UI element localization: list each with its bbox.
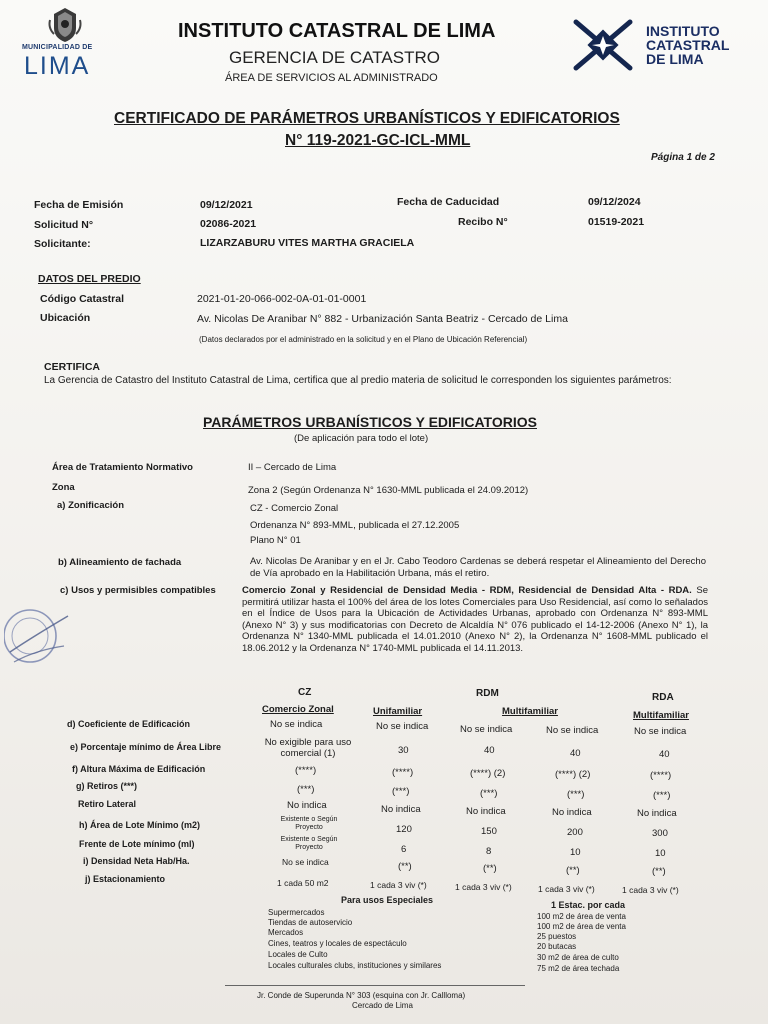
row-label-area-libre: e) Porcentaje mínimo de Área Libre: [70, 742, 222, 752]
cell-densidad-unif: (**): [398, 861, 412, 872]
zonificacion-line-1: CZ - Comercio Zonal: [250, 503, 339, 514]
cell-lote-min-unif: 120: [396, 824, 412, 835]
cell-retiros-rda: (***): [653, 790, 671, 801]
ubicacion-label: Ubicación: [40, 312, 91, 324]
cell-coef-unif: No se indica: [376, 721, 429, 732]
ubicacion-value: Av. Nicolas De Aranibar N° 882 - Urbanización Santa Beatriz - Cercado de Lima: [197, 313, 568, 325]
usos-block: [242, 585, 708, 654]
col-header-multifamiliar-rda: Multifamiliar: [633, 710, 689, 721]
cell-frente-min-unif: 6: [401, 844, 407, 855]
especial-estac-4: 20 butacas: [537, 942, 577, 951]
cell-estac-rdm-2: 1 cada 3 viv (*): [538, 884, 595, 894]
cell-densidad-rdm-1: (**): [483, 863, 497, 874]
fecha-emision-label: Fecha de Emisión: [34, 199, 124, 211]
solicitud-value: 02086-2021: [200, 218, 257, 230]
cell-lote-min-cz: Existente o Según Proyecto: [280, 816, 338, 831]
especiales-heading: Para usos Especiales: [341, 895, 434, 905]
cell-densidad-rdm-2: (**): [566, 865, 580, 876]
fecha-caducidad-label: Fecha de Caducidad: [397, 196, 500, 208]
institute-area: ÁREA DE SERVICIOS AL ADMINISTRADO: [225, 72, 438, 84]
cell-estac-unif: 1 cada 3 viv (*): [370, 880, 427, 890]
predio-heading: DATOS DEL PREDIO: [38, 273, 141, 285]
especial-uso-6: Locales culturales clubs, instituciones y similares: [268, 961, 442, 970]
cell-retiros-unif: (***): [392, 786, 410, 797]
especial-estac-3: 25 puestos: [537, 932, 577, 941]
municipality-name: LIMA: [24, 52, 91, 80]
certifica-heading: CERTIFICA: [44, 361, 100, 373]
area-label: Área de Tratamiento Normativo: [52, 462, 193, 473]
footer-address: Jr. Conde de Superunda N° 303 (esquina con Jr. Callloma): [257, 991, 466, 1000]
cell-retiro-lat-rda: No indica: [637, 808, 677, 819]
cell-estac-rda: 1 cada 3 viv (*): [622, 885, 679, 895]
row-label-altura: f) Altura Máxima de Edificación: [72, 764, 206, 774]
fecha-emision-value: 09/12/2021: [200, 199, 253, 211]
group-rda: RDA: [652, 692, 674, 703]
especial-uso-5: Locales de Culto: [268, 950, 328, 959]
cell-lote-min-rdm-2: 200: [567, 827, 583, 838]
group-rdm: RDM: [476, 688, 499, 699]
icl-name: [646, 24, 729, 66]
cell-estac-cz: 1 cada 50 m2: [277, 878, 329, 888]
cell-area-libre-cz: No exigible para uso comercial (1): [264, 737, 352, 759]
fecha-caducidad-value: 09/12/2024: [588, 196, 641, 208]
zonificacion-line-3: Plano N° 01: [250, 535, 301, 546]
usos-label: c) Usos y permisibles compatibles: [60, 585, 216, 596]
codigo-value: 2021-01-20-066-002-0A-01-01-0001: [197, 293, 367, 305]
especial-uso-3: Mercados: [268, 928, 304, 937]
certifica-text: La Gerencia de Catastro del Instituto Catastral de Lima, certifica que al predio materia de solicitud le corresponden los siguientes parámetros:: [44, 375, 672, 386]
cell-retiro-lat-cz: No indica: [287, 800, 327, 811]
cell-lote-min-rda: 300: [652, 828, 668, 839]
predio-note: (Datos declarados por el administrado en la solicitud y en el Plano de Ubicación Referencial): [199, 335, 528, 344]
cell-area-libre-rda: 40: [659, 749, 670, 760]
cell-retiro-lat-rdm-1: No indica: [466, 806, 506, 817]
solicitante-label: Solicitante:: [34, 238, 91, 250]
icl-line-2: CATASTRAL: [646, 37, 730, 53]
recibo-value: 01519-2021: [588, 216, 645, 228]
cell-frente-min-rdm-2: 10: [570, 847, 581, 858]
especial-uso-2: Tiendas de autoservicio: [268, 918, 353, 927]
footer-city: Cercado de Lima: [352, 1001, 413, 1010]
icl-logo-icon: [568, 14, 638, 76]
cell-area-libre-rdm-1: 40: [484, 745, 495, 756]
especiales-heading-right: 1 Estac. por cada: [551, 900, 626, 910]
cell-area-libre-rdm-2: 40: [570, 748, 581, 759]
cell-retiros-rdm-2: (***): [567, 789, 585, 800]
area-value: II – Cercado de Lima: [248, 462, 337, 473]
row-label-estacionamiento: j) Estacionamiento: [85, 874, 166, 884]
cell-coef-rda: No se indica: [634, 726, 687, 737]
zona-value: Zona 2 (Según Ordenanza N° 1630-MML publicada el 24.09.2012): [248, 485, 529, 496]
alineamiento-text: Av. Nicolas De Aranibar y en el Jr. Cabo Teodoro Cardenas se deberá respetar el Alineamiento del Derecho de Vía aprobado en la Habilitación Urbana, más el retiro.: [250, 556, 706, 579]
row-label-lote-minimo: h) Área de Lote Mínimo (m2): [79, 820, 201, 830]
usos-text: Se permitirá utilizar hasta el 100% del área de los lotes Comerciales para Uso Residencial, así como lo señalados en el Índice de Usos para la Ubicación de Actividades Urbanas, aprobado con Ordenanza N° 893-MML (Anexo N° 3) y sus modificatorias con Decreto de Alcaldía N° 076 publicado el 14-12-2006 (Anexo N° 1), la Ordenanza N° 1340-MML publicada el 14.01.2010 (Anexo N° 2), la Ordenanza N° 1608-MML publicado el 18.06.2012 y la Ordenanza N° 1740-MML publicada el 14.11.2013.: [242, 585, 708, 654]
especial-estac-6: 75 m2 de área techada: [537, 964, 620, 973]
cell-densidad-cz: No se indica: [282, 857, 329, 867]
col-header-multifamiliar-rdm: Multifamiliar: [502, 706, 558, 717]
group-cz: CZ: [298, 687, 312, 698]
cell-estac-rdm-1: 1 cada 3 viv (*): [455, 882, 512, 892]
recibo-label: Recibo N°: [458, 216, 508, 228]
alineamiento-label: b) Alineamiento de fachada: [58, 557, 182, 568]
especial-uso-4: Cines, teatros y locales de espectáculo: [268, 939, 407, 948]
cell-frente-min-cz: Existente o Según Proyecto: [280, 836, 338, 851]
cell-densidad-rda: (**): [652, 866, 666, 877]
solicitud-label: Solicitud N°: [34, 219, 94, 231]
icl-line-1: INSTITUTO: [646, 23, 720, 39]
municipality-label: MUNICIPALIDAD DE: [22, 44, 93, 51]
cell-retiro-lat-rdm-2: No indica: [552, 807, 592, 818]
row-label-densidad: i) Densidad Neta Hab/Ha.: [83, 856, 190, 866]
row-label-coeficiente: d) Coeficiente de Edificación: [67, 719, 191, 729]
cell-coef-multi-rdm-1: No se indica: [460, 724, 513, 735]
row-label-retiros: g) Retiros (***): [76, 781, 138, 791]
col-header-comercio: Comercio Zonal: [262, 704, 334, 715]
cell-coef-cz: No se indica: [270, 719, 323, 730]
zona-label: Zona: [52, 482, 75, 493]
cell-retiro-lat-unif: No indica: [381, 804, 421, 815]
cell-frente-min-rdm-1: 8: [486, 846, 492, 857]
row-label-frente-minimo: Frente de Lote mínimo (ml): [79, 839, 195, 849]
zonificacion-label: a) Zonificación: [57, 500, 125, 511]
certificate-number: N° 119-2021-GC-ICL-MML: [285, 132, 471, 149]
cell-coef-multi-rdm-2: No se indica: [546, 725, 599, 736]
parametros-heading: PARÁMETROS URBANÍSTICOS Y EDIFICATORIOS: [203, 414, 537, 430]
usos-bold-text: Comercio Zonal y Residencial de Densidad Media - RDM, Residencial de Densidad Alta - RDA.: [242, 585, 692, 596]
cell-retiros-cz: (***): [297, 784, 315, 795]
col-header-unifamiliar: Unifamiliar: [373, 706, 423, 717]
institute-subtitle: GERENCIA DE CATASTRO: [229, 48, 440, 67]
institute-title: INSTITUTO CATASTRAL DE LIMA: [178, 20, 496, 42]
codigo-label: Código Catastral: [40, 293, 125, 305]
cell-retiros-rdm-1: (***): [480, 788, 498, 799]
especial-estac-1: 100 m2 de área de venta: [537, 912, 626, 921]
zonificacion-line-2: Ordenanza N° 893-MML, publicada el 27.12.2005: [250, 520, 460, 531]
certificate-title: CERTIFICADO DE PARÁMETROS URBANÍSTICOS Y EDIFICATORIOS: [114, 110, 620, 127]
cell-altura-unif: (****): [392, 767, 414, 778]
especial-estac-2: 100 m2 de área de venta: [537, 922, 626, 931]
cell-altura-rdm-1: (****) (2): [470, 768, 506, 779]
solicitante-value: LIZARZABURU VITES MARTHA GRACIELA: [200, 237, 415, 249]
page-indicator: Página 1 de 2: [651, 152, 715, 163]
cell-frente-min-rda: 10: [655, 848, 666, 859]
especial-uso-1: Supermercados: [268, 908, 325, 917]
especial-estac-5: 30 m2 de área de culto: [537, 953, 619, 962]
footer-divider: [225, 985, 525, 986]
cell-area-libre-unif: 30: [398, 745, 409, 756]
parametros-subheading: (De aplicación para todo el lote): [294, 433, 429, 444]
cell-altura-rdm-2: (****) (2): [555, 769, 591, 780]
seal-stamp-icon: [4, 596, 70, 682]
cell-altura-rda: (****): [650, 770, 672, 781]
row-label-retiro-lateral: Retiro Lateral: [78, 799, 137, 809]
cell-lote-min-rdm-1: 150: [481, 826, 497, 837]
icl-line-3: DE LIMA: [646, 51, 704, 67]
cell-altura-cz: (****): [295, 765, 317, 776]
municipal-crest-icon: [46, 6, 84, 44]
